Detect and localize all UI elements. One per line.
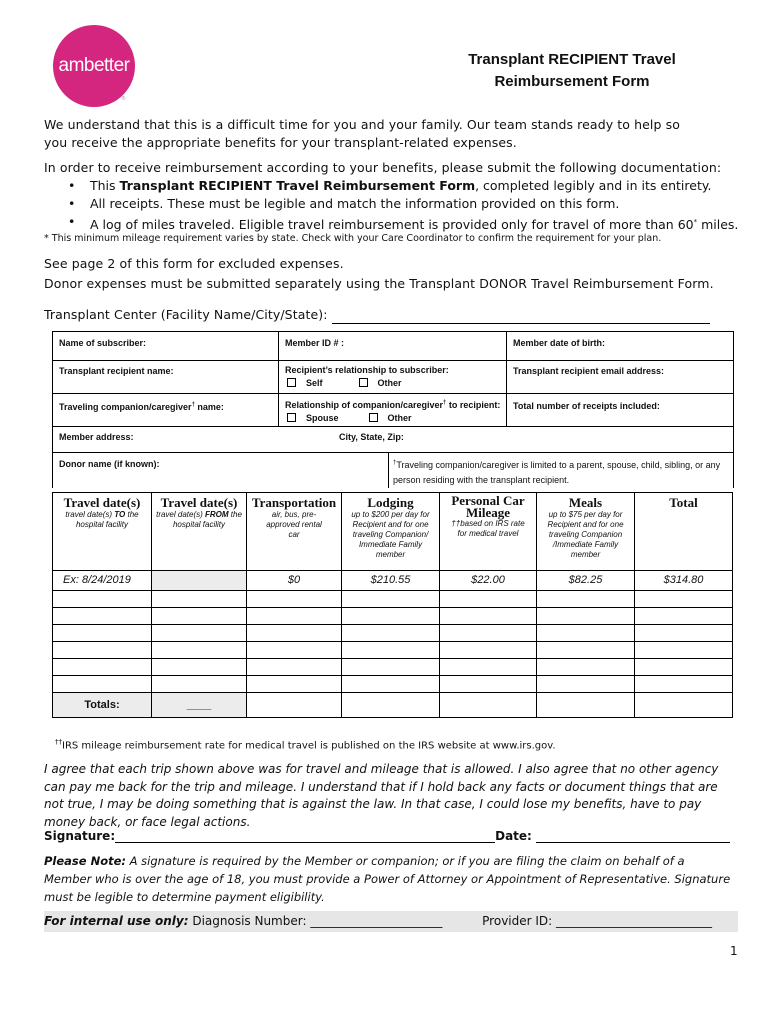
- documentation-list: [64, 177, 738, 234]
- header-travel-to: Travel date(s) travel date(s) TO the hospital facility: [53, 493, 152, 571]
- email-label: Transplant recipient email address:: [513, 366, 665, 376]
- dob-label: Member date of birth:: [513, 338, 606, 348]
- companion-name-label: Traveling companion/caregiver† name:: [59, 402, 224, 412]
- signature-input[interactable]: [115, 829, 495, 843]
- list-item: • A log of miles traveled. Eligible travel reimbursement is provided only for travel of more than 60* miles.: [64, 213, 738, 234]
- agreement-statement: I agree that each trip shown above was for travel and mileage that is allowed. I also agree that no other agency can pay me back for the trip and mileage. I understand that if I hold back any facts or document things that are not true, I may be doing something that is against the law. In that case, I could lose my benefits, have to pay money back, or face legal actions.: [44, 762, 719, 829]
- totals-dash: ____: [152, 693, 247, 718]
- transplant-center-input[interactable]: [332, 310, 710, 324]
- companion-limit-note: †Traveling companion/caregiver is limited to a parent, spouse, child, sibling, or any person residing with the transplant recipient.: [393, 460, 721, 485]
- member-info-box: [52, 331, 734, 488]
- header-lodging: Lodging up to $200 per day for Recipient and for one traveling Companion/ Immediate Family member: [342, 493, 440, 571]
- list-item: • All receipts. These must be legible and match the information provided on this form.: [64, 195, 738, 213]
- subscriber-label: Name of subscriber:: [59, 338, 147, 348]
- table-row[interactable]: [53, 625, 733, 642]
- header-meals: Meals up to $75 per day for Recipient and for one traveling Companion /Immediate Family member: [537, 493, 635, 571]
- intro-paragraph: We understand that this is a difficult time for you and your family. Our team stands ready to help so you receive the appropriate benefits for your transplant-related expenses.: [44, 117, 680, 150]
- provider-id-field[interactable]: __________________________: [556, 914, 713, 928]
- documentation-intro: In order to receive reimbursement according to your benefits, please submit the following documentation:: [44, 160, 722, 175]
- table-row[interactable]: [53, 591, 733, 608]
- table-row[interactable]: [53, 608, 733, 625]
- please-note: Please Note: A signature is required by the Member or companion; or if you are filing the claim on behalf of a Member who is over the age of 18, you must provide a Power of Attorney or Appointment of Representative. Signature must be legible to determine payment eligibility.: [44, 854, 731, 904]
- totals-row: [53, 693, 733, 718]
- table-row[interactable]: [53, 676, 733, 693]
- receipts-count-label: Total number of receipts included:: [513, 401, 660, 411]
- form-title: Transplant RECIPIENT Travel Reimbursement Form: [468, 51, 676, 90]
- header-travel-from: Travel date(s) travel date(s) FROM the hospital facility: [152, 493, 247, 571]
- relationship-label: Recipient’s relationship to subscriber: Self Other: [285, 365, 449, 388]
- date-input[interactable]: [536, 829, 730, 843]
- recipient-name-label: Transplant recipient name:: [59, 366, 174, 376]
- table-row[interactable]: [53, 659, 733, 676]
- irs-note: ††IRS mileage reimbursement rate for medical travel is published on the IRS website at www.irs.gov.: [55, 738, 556, 752]
- transplant-center-field: Transplant Center (Facility Name/City/State):: [44, 306, 710, 324]
- totals-label: Totals:: [53, 693, 152, 718]
- member-id-label: Member ID # :: [285, 338, 345, 348]
- mileage-footnote: * This minimum mileage requirement varies by state. Check with your Care Coordinator to confirm the requirement for your plan.: [44, 233, 662, 244]
- list-item: • This Transplant RECIPIENT Travel Reimbursement Form, completed legibly and in its entirety.: [64, 177, 738, 195]
- expense-table: [52, 492, 732, 737]
- logo-trademark: ®: [121, 96, 126, 102]
- diagnosis-number-field[interactable]: ______________________: [310, 914, 443, 928]
- header-total: Total: [635, 493, 733, 571]
- example-row: Ex: 8/24/2019 $0 $210.55 $22.00 $82.25 $314.80: [53, 571, 733, 591]
- other-companion-checkbox[interactable]: [369, 413, 378, 422]
- spouse-checkbox[interactable]: [287, 413, 296, 422]
- other-checkbox[interactable]: [359, 378, 368, 387]
- self-checkbox[interactable]: [287, 378, 296, 387]
- donor-name-label: Donor name (if known):: [59, 459, 160, 469]
- donor-note: Donor expenses must be submitted separately using the Transplant DONOR Travel Reimbursement Form.: [44, 276, 714, 291]
- header-mileage: Personal Car Mileage ††based on IRS rate for medical travel: [440, 493, 537, 571]
- ambetter-logo: ambetter: [53, 25, 135, 107]
- member-address-label: Member address:: [59, 432, 134, 442]
- page-number: 1: [730, 944, 738, 958]
- internal-use-bar: For internal use only: Diagnosis Number: ______________________ Provider ID: __________________________: [44, 911, 738, 932]
- table-header-row: [53, 493, 733, 571]
- excluded-expenses-note: See page 2 of this form for excluded expenses.: [44, 256, 344, 271]
- companion-relationship-label: Relationship of companion/caregiver† to recipient: Spouse Other: [285, 400, 501, 423]
- signature-line: Signature: Date:: [44, 829, 730, 843]
- table-row[interactable]: [53, 642, 733, 659]
- header-transportation: Transportation air, bus, pre-approved rental car: [247, 493, 342, 571]
- city-state-zip-label: City, State, Zip:: [339, 432, 404, 442]
